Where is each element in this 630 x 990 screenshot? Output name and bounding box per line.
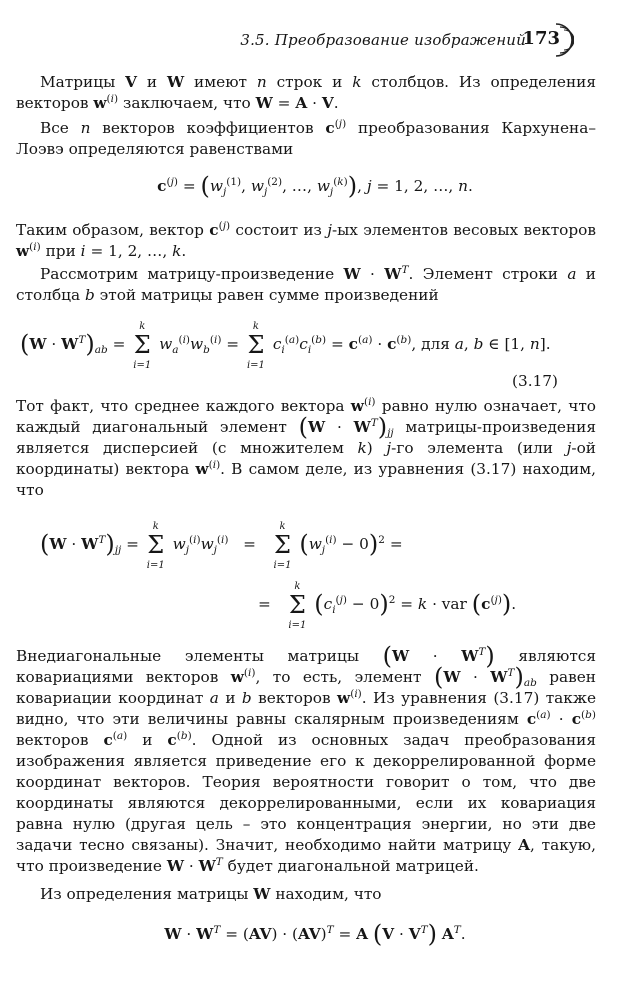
paragraph-4: Рассмотрим матрицу-произведение $W \cdot W^T$. Элемент строки a и столбца b этой матрицы равен сумме произведений <box>16 263 596 304</box>
running-header <box>0 22 630 58</box>
paragraph-3: Таким образом, вектор $c^{(j)}$ состоит из j-ых элементов весовых векторов $w^{(i)}$ при i = 1, 2, …, k. <box>16 219 596 260</box>
paragraph-1: Матрицы V и W имеют n строк и k столбцов. Из определения векторов $w^{(i)}$ заключаем, что W = A · V. <box>16 73 597 112</box>
paragraph-2: Все n векторов коэффициентов $c^{(j)}$ преобразования Кархунена–Лоэвэ определяются равенствами <box>16 117 596 158</box>
section-title: 3.5. Преобразование изображений <box>240 31 526 49</box>
equation-number: (3.17) <box>512 372 558 390</box>
page-number-arc-ornament <box>554 22 574 58</box>
page-number: 173 <box>522 28 560 49</box>
book-page: 3.5. Преобразование изображений 173 Матрицы V и W имеют n строк и k столбцов. Из определения векторов $w^{(i)}$ заключаем, что W = A · V. Все n векторов коэффициентов $c^{(j)}$ преобразования Кархунена–Лоэвэ определяются равенствами $c^{(j)} = (w_j^{(1)}$, $w_j^{(2)}$, …, $w_j^{(k)}$), j = 1, 2, …, n. Таким образом, вектор $c^{(j)}$ состоит из j-ых элементов весовых векторов $w^{(i)}$ при i = 1, 2, …, k. Рассмотрим матрицу-произведение $W \cdot W^T$. Элемент строки a и столбца b этой матрицы равен сумме произведений $(W \cdot W^T)_{ab} = k$ Σ i=1 $w_a^{(i)}w_b^{(i)} = k$ Σ i=1 $c_i^{(a)}c_i^{(b)} = c^{(a)} \cdot c^{(b)}$, для a, b ∈ [1, n]. (3.17) Тот факт, что среднее каждого вектора $w^{(i)}$ равно нулю означает, что каждый диагональный элемент $(W \cdot W^T)_{jj}$ матрицы-произведения является дисперсией (с множителем k) j-го элемента (или j-ой координаты) вектора $w^{(i)}$. В самом деле, из уравнения (3.17) находим, что $(W \cdot W^T)_{jj} = k$ Σ i=1 $w_j^{(i)}w_j^{(i)} = k$ Σ i=1 $(w_j^{(i)} - 0)^2$ = = k Σ i=1 $(c_i^{(j)} - 0)^2 = k$ · var $(c^{(j)})$. Внедиагональные элементы матрицы $(W \cdot W^T)$ являются ковариациями векторов $w^{(i)}$, то есть, элемент $(W \cdot W^T)_{ab}$ равен ковариации координат a и b векторов $w^{(i)}$. Из уравнения (3.17) также видно, что эти величины равны скалярным произведениям $c^{(a)} \cdot c^{(b)}$ векторов $c^{(a)}$ и $c^{(b)}$. Одной из основных задач преобразования изображения является приведение его к декоррелированной форме координат векторов. Теория вероятности говорит о том, что две координаты являются декоррелированными, если их ковариация равна нулю (другая цель – это концентрация энергии, но эти две задачи тесно связаны). Значит, необходимо найти матрицу A, такую, что произведение $W \cdot W^T$ будет диагональной матрицей. Из определения матрицы W находим, что $W \cdot W^T = (AV) \cdot (AV)^T = A$ $(V \cdot V^T)$ $A^T$. <box>0 0 630 990</box>
paragraph-6: Внедиагональные элементы матрицы $(W \cdot W^T)$ являются ковариациями векторов $w^{(i)}$, то есть, элемент $(W \cdot W^T)_{ab}$ равен ковариации координат a и b векторов $w^{(i)}$. Из уравнения (3.17) также видно, что эти величины равны скалярным произведениям $c^{(a)} \cdot c^{(b)}$ векторов $c^{(a)}$ и $c^{(b)}$. Одной из основных задач преобразования изображения является приведение его к декоррелированной форме координат векторов. Теория вероятности говорит о том, что две координаты являются декоррелированными, если их ковариация равна нулю (другая цель – это концентрация энергии, но эти две задачи тесно связаны). Значит, необходимо найти матрицу A, такую, что произведение $W \cdot W^T$ будет диагональной матрицей. <box>16 642 597 875</box>
paragraph-5: Тот факт, что среднее каждого вектора $w^{(i)}$ равно нулю означает, что каждый диагональный элемент $(W \cdot W^T)_{jj}$ матрицы-произведения является дисперсией (с множителем k) j-го элемента (или j-ой координаты) вектора $w^{(i)}$. В самом деле, из уравнения (3.17) находим, что <box>16 395 597 499</box>
paragraph-7: Из определения матрицы W находим, что <box>40 885 382 903</box>
equation-3-17: $(W \cdot W^T)_{ab} = k$ Σ i=1 $w_a^{(i)}w_b^{(i)} = k$ Σ i=1 $c_i^{(a)}c_i^{(b)} = c^{(a)} \cdot c^{(b)}$, для a, b ∈ [1, n]. <box>20 321 551 371</box>
